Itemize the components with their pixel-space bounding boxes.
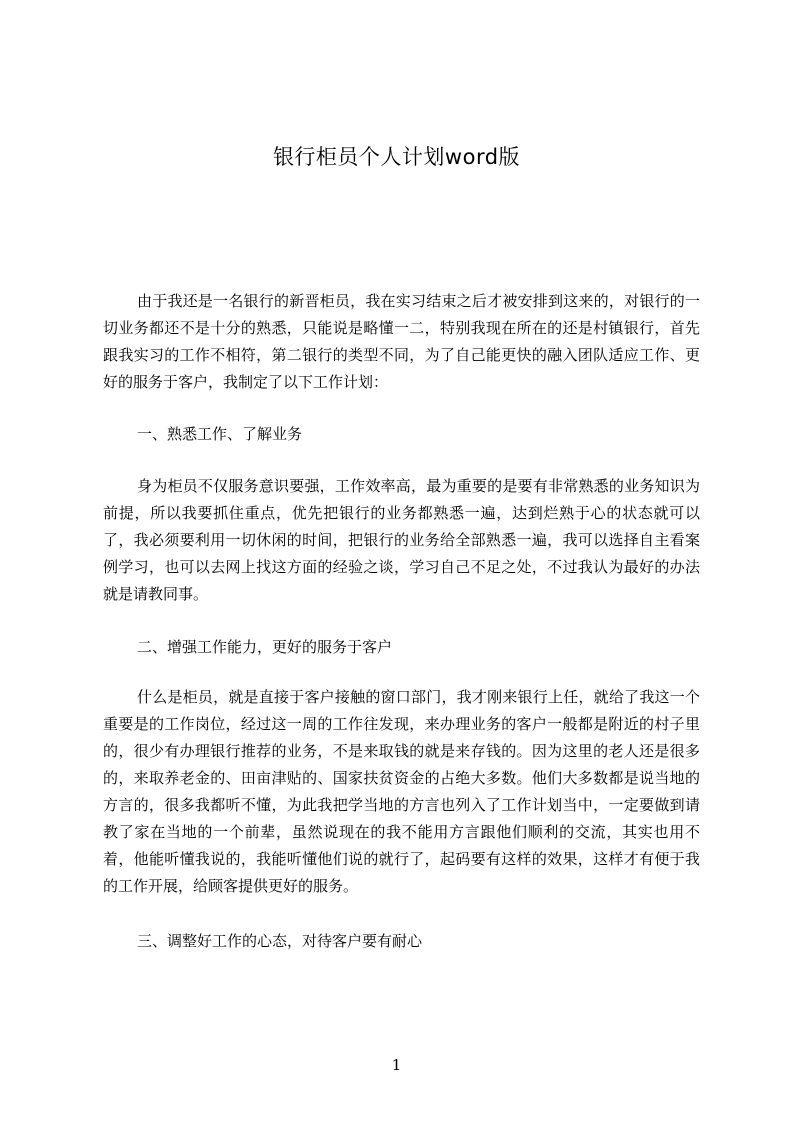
section-heading-3: 三、调整好工作的心态，对待客户要有耐心 (137, 932, 423, 950)
section-heading-2: 二、增强工作能力，更好的服务于客户 (137, 638, 393, 656)
section-body-1: 身为柜员不仅服务意识要强，工作效率高，最为重要的是要有非常熟悉的业务知识为前提，所以我要抓住重点，优先把银行的业务都熟悉一遍，达到烂熟于心的状态就可以了，我必须要利用一切休闲的时间，把银行的业务给全部熟悉一遍，我可以选择自主看案例学习，也可以去网上找这方面的经验之谈，学习自己不足之处，不过我认为最好的办法就是请教同事。 (103, 477, 700, 603)
section-heading-1: 一、熟悉工作、了解业务 (137, 425, 303, 443)
section-body-2: 什么是柜员，就是直接于客户接触的窗口部门，我才刚来银行上任，就给了我这一个重要是的工作岗位，经过这一周的工作往发现，来办理业务的客户一般都是附近的村子里的，很少有办理银行推荐的业务，不是来取钱的就是来存钱的。因为这里的老人还是很多的，来取养老金的、田亩津贴的、国家扶贫资金的占绝大多数。他们大多数都是说当地的方言的，很多我都听不懂，为此我把学当地的方言也列入了工作计划当中，一定要做到请教了家在当地的一个前辈，虽然说现在的我不能用方言跟他们顺利的交流，其实也用不着，他能听懂我说的，我能听懂他们说的就行了，起码要有这样的效果，这样才有便于我的工作开展，给顾客提供更好的服务。 (103, 688, 700, 895)
intro-paragraph: 由于我还是一名银行的新晋柜员，我在实习结束之后才被安排到这来的，对银行的一切业务都还不是十分的熟悉，只能说是略懂一二，特别我现在所在的还是村镇银行，首先跟我实习的工作不相符，第二银行的类型不同，为了自己能更快的融入团队适应工作、更好的服务于客户，我制定了以下工作计划： (103, 292, 700, 391)
document-title: 银行柜员个人计划word版 (272, 145, 521, 169)
page-number: 1 (391, 1056, 402, 1074)
